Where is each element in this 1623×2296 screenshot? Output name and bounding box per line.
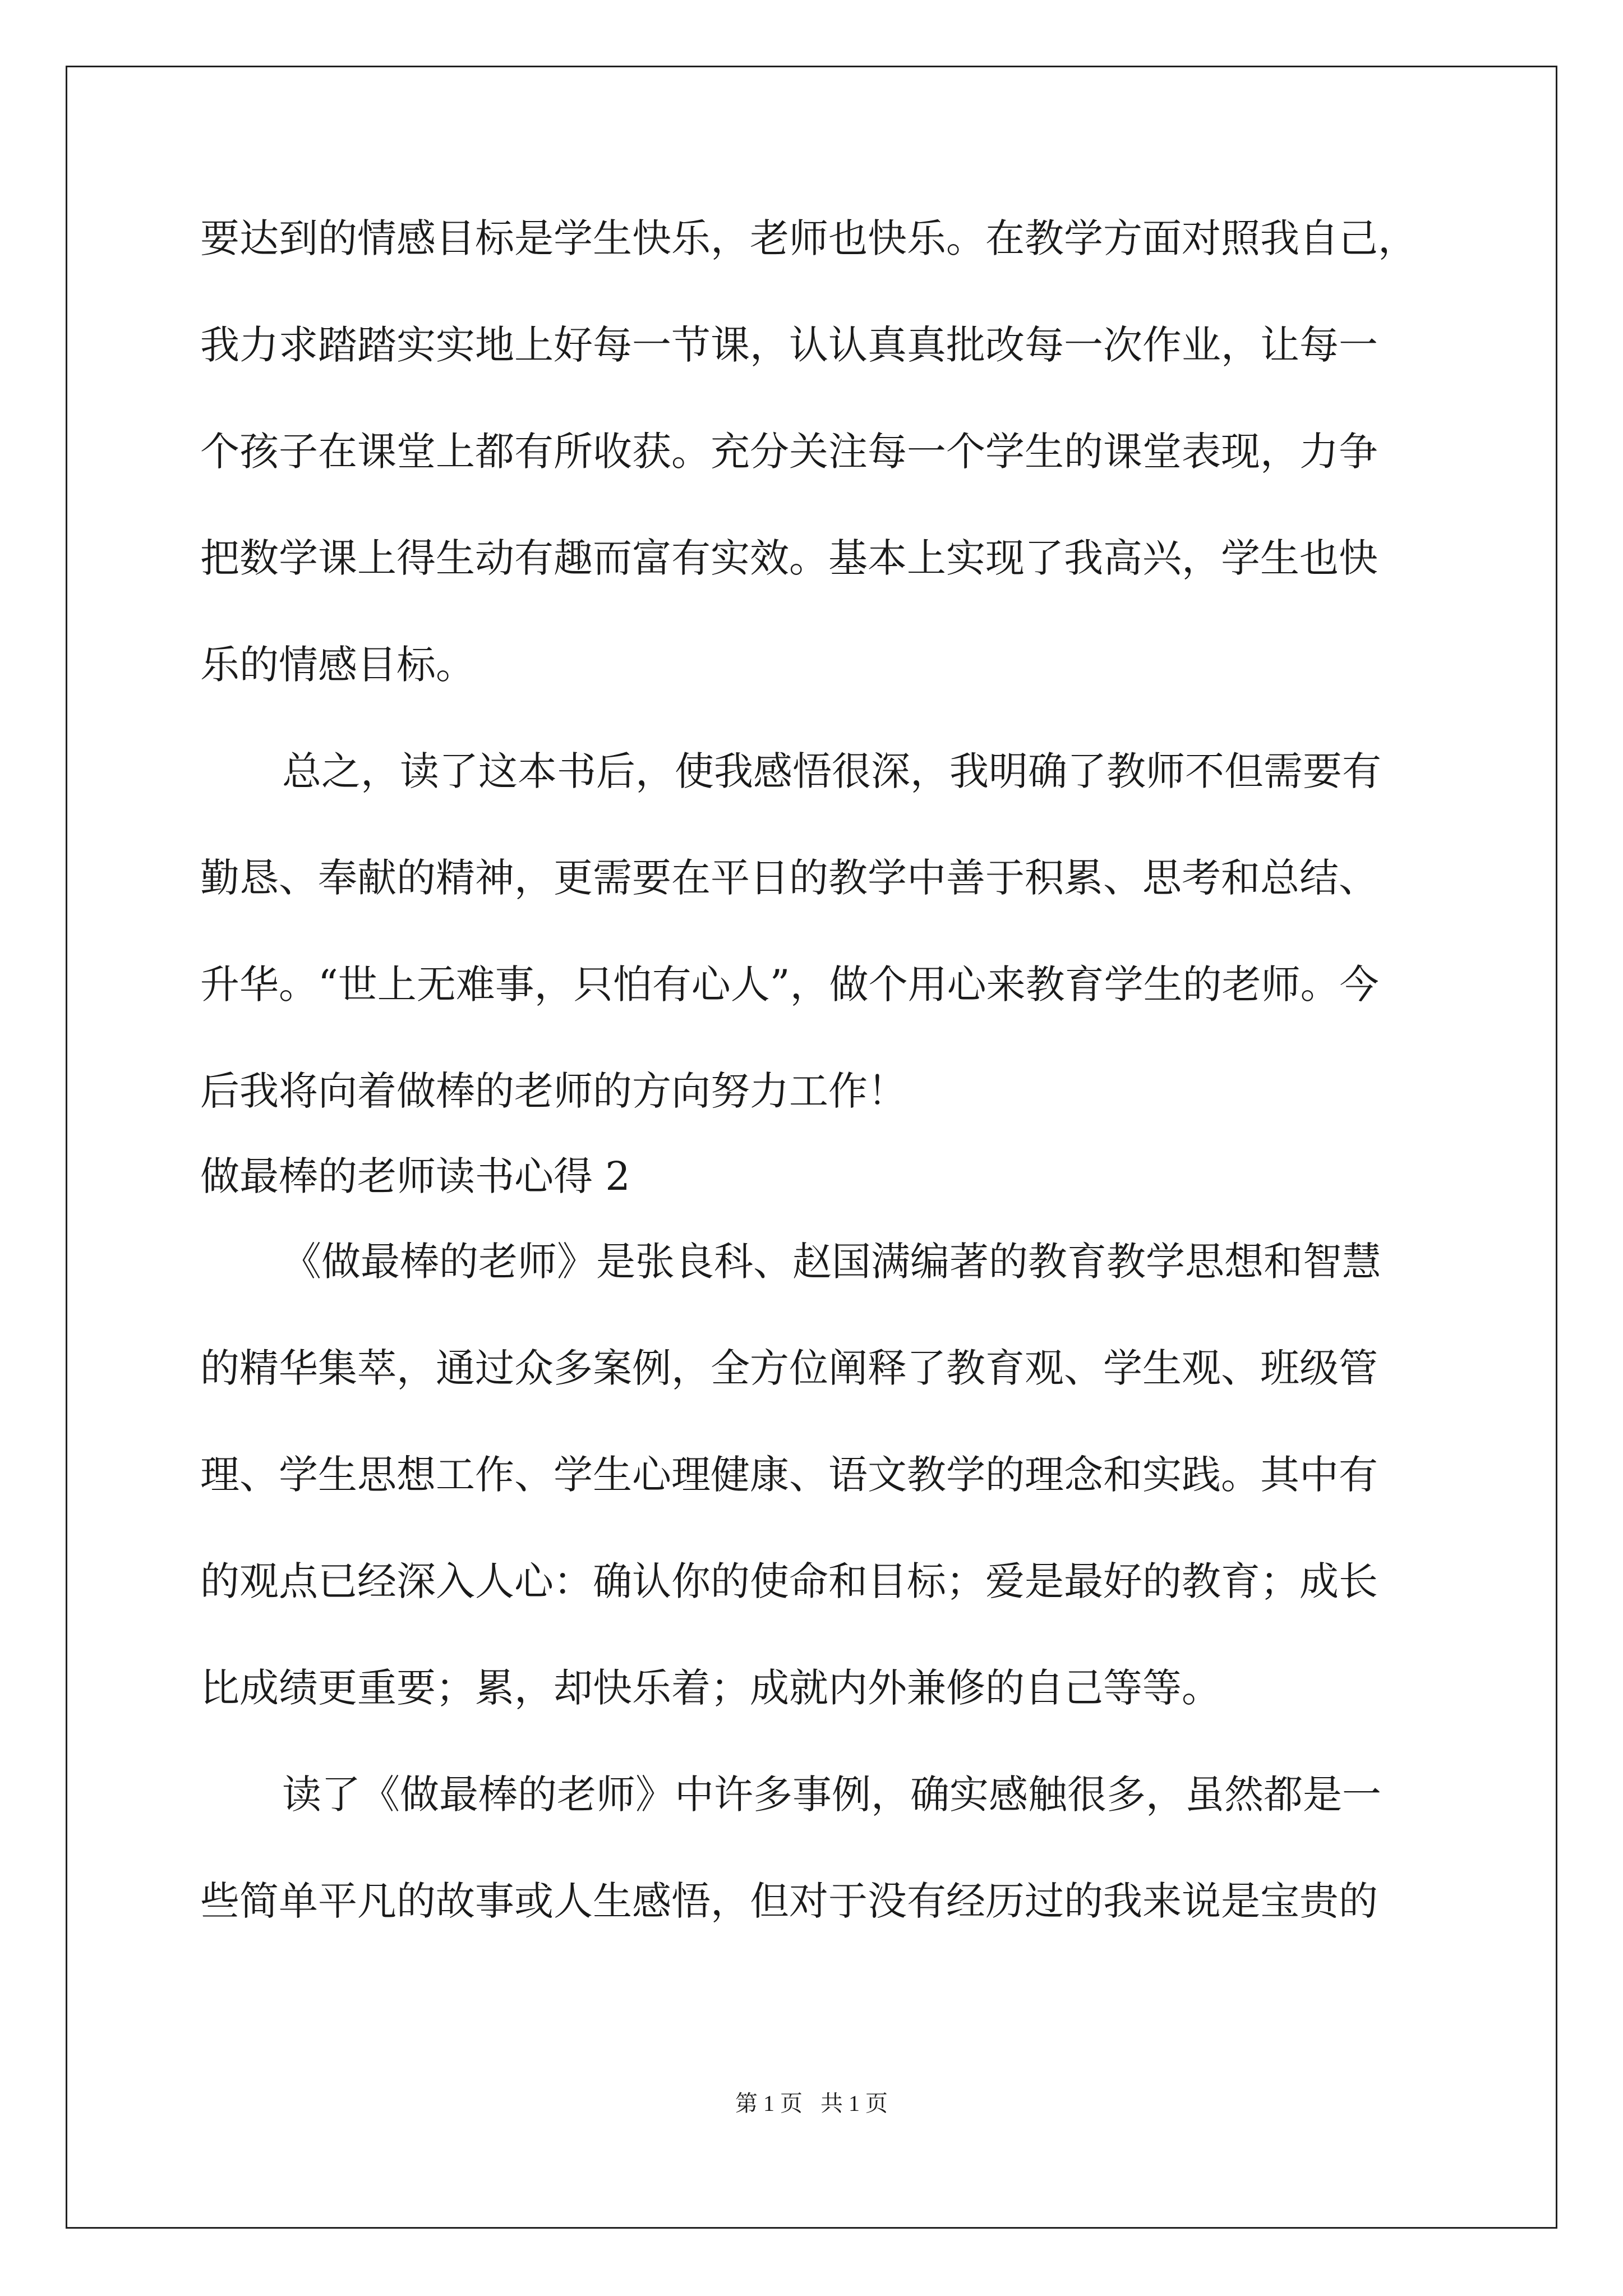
text-line: 要达到的情感目标是学生快乐，老师也快乐。在教学方面对照我自己，: [200, 215, 1417, 261]
text-line: 比成绩更重要；累，却快乐着；成就内外兼修的自己等等。: [200, 1665, 1221, 1711]
text-line: 理、学生思想工作、学生心理健康、语文教学的理念和实践。其中有: [200, 1452, 1378, 1498]
text-line: 勤恳、奉献的精神，更需要在平日的教学中善于积累、思考和总结、: [200, 855, 1378, 901]
text-line: 把数学课上得生动有趣而富有实效。基本上实现了我高兴，学生也快: [200, 535, 1378, 581]
text-line: 的观点已经深入人心：确认你的使命和目标；爱是最好的教育；成长: [200, 1558, 1378, 1604]
text-line: 升华。“世上无难事，只怕有心人”，做个用心来教育学生的老师。今: [200, 961, 1379, 1007]
section-heading: 做最棒的老师读书心得 2: [200, 1153, 630, 1199]
paragraph-start-line: 总之，读了这本书后，使我感悟很深，我明确了教师不但需要有: [282, 748, 1381, 794]
text-line: 我力求踏踏实实地上好每一节课，认认真真批改每一次作业，让每一: [200, 322, 1378, 368]
text-line: 些简单平凡的故事或人生感悟，但对于没有经历过的我来说是宝贵的: [200, 1878, 1378, 1924]
text-line: 的精华集萃，通过众多案例，全方位阐释了教育观、学生观、班级管: [200, 1345, 1378, 1391]
document-body: [200, 208, 1428, 1977]
page-number: 第 1 页: [735, 2091, 803, 2116]
text-line: 乐的情感目标。: [200, 642, 475, 688]
page-footer: [0, 2087, 1623, 2120]
page-total: 共 1 页: [820, 2091, 888, 2116]
text-line: 个孩子在课堂上都有所收获。充分关注每一个学生的课堂表现，力争: [200, 429, 1378, 475]
text-line: 后我将向着做棒的老师的方向努力工作！: [200, 1068, 907, 1114]
paragraph-start-line: 《做最棒的老师》是张良科、赵国满编著的教育教学思想和智慧: [282, 1239, 1381, 1285]
paragraph-start-line: 读了《做最棒的老师》中许多事例，确实感触很多，虽然都是一: [282, 1772, 1381, 1818]
